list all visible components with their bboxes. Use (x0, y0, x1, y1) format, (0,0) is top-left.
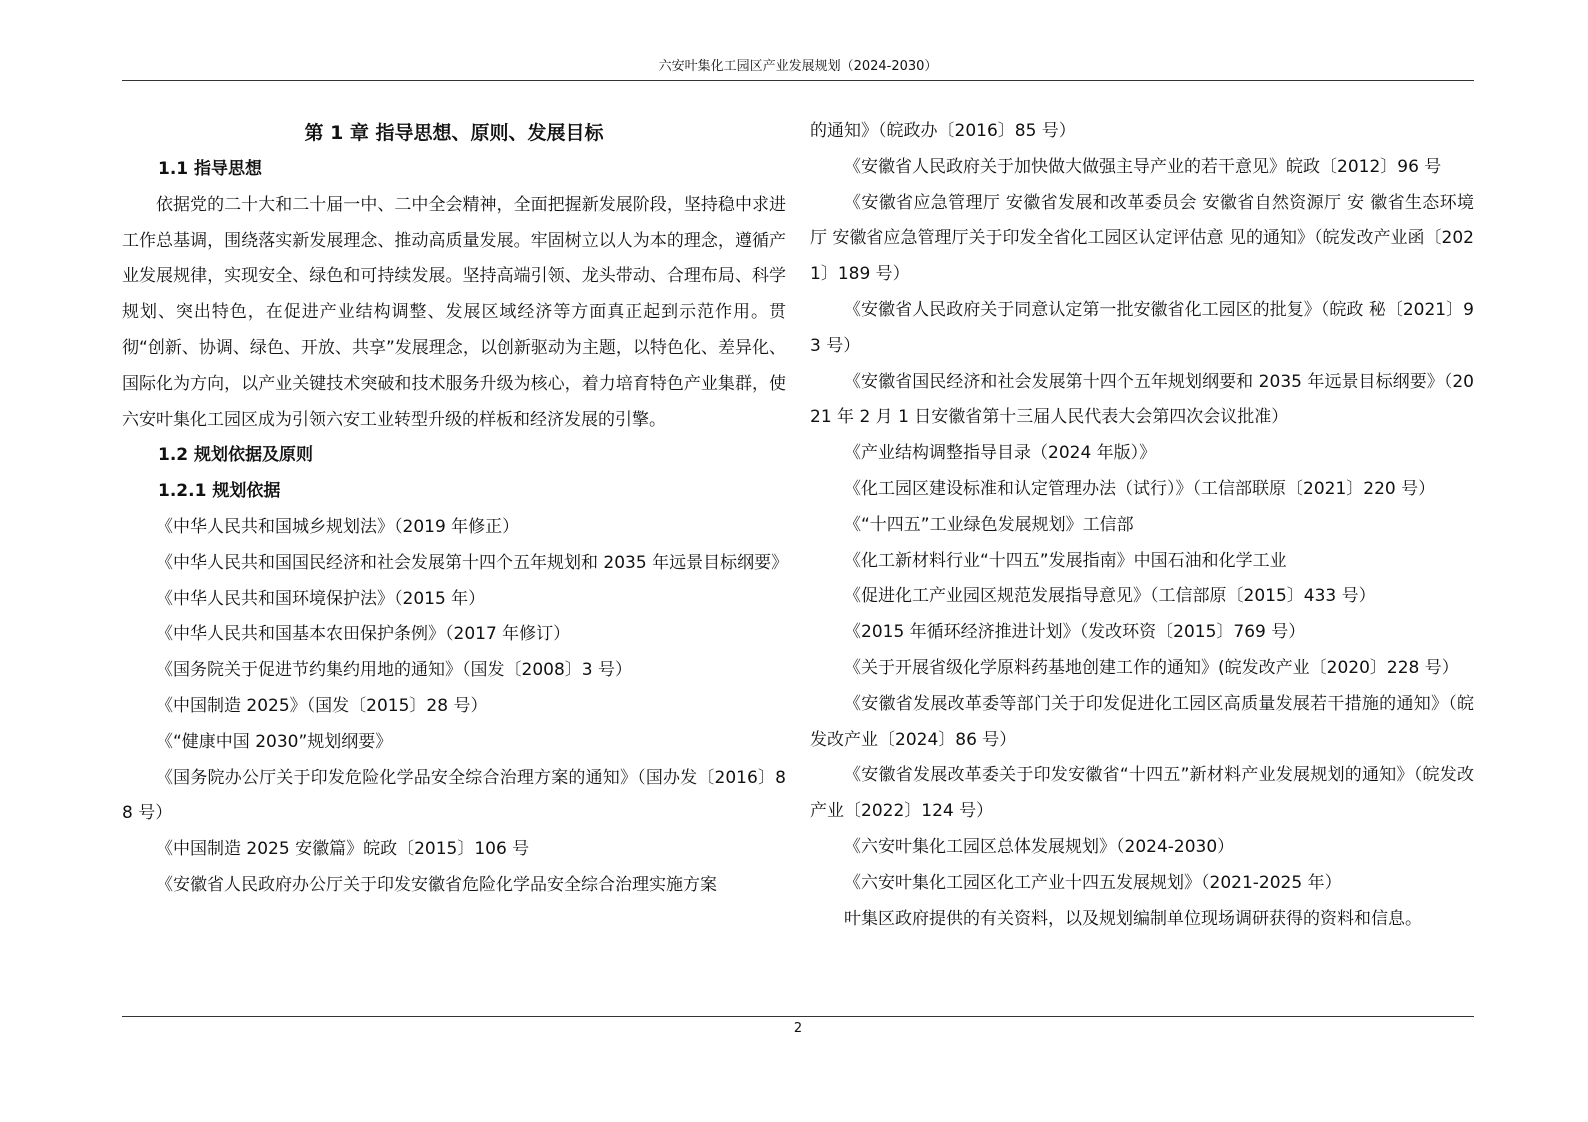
reference-item: 《化工园区建设标准和认定管理办法（试行）》（工信部联原〔2021〕220 号） (844, 478, 1436, 499)
footer-divider (122, 1016, 1474, 1017)
reference-item: 《安徽省人民政府办公厅关于印发安徽省危险化学品安全综合治理实施方案 (156, 874, 717, 895)
reference-item: 《国务院办公厅关于印发危险化学品安全综合治理方案的通知》（国办发〔2016〕88 号） (122, 767, 786, 824)
reference-item: 《中华人民共和国国民经济和社会发展第十四个五年规划和 2035 年远景目标纲要》 (156, 552, 789, 573)
reference-item: 《促进化工产业园区规范发展指导意见》（工信部原〔2015〕433 号） (844, 586, 1376, 607)
data-sources-note: 叶集区政府提供的有关资料，以及规划编制单位现场调研获得的资料和信息。 (844, 908, 1422, 929)
reference-item: 《六安叶集化工园区化工产业十四五发展规划》（2021-2025 年） (844, 872, 1342, 893)
reference-item: 《安徽省人民政府关于同意认定第一批安徽省化工园区的批复》（皖政 秘〔2021〕93 号） (810, 299, 1474, 356)
reference-item: 《产业结构调整指导目录（2024 年版）》 (844, 443, 1157, 464)
reference-item: 《安徽省发展改革委等部门关于印发促进化工园区高质量发展若干措施的通知》（皖发改产业〔2024〕86 号） (810, 693, 1474, 750)
reference-item: 《2015 年循环经济推进计划》（发改环资〔2015〕769 号） (844, 622, 1306, 643)
reference-item-continued: 的通知》（皖政办〔2016〕85 号） (810, 121, 1076, 141)
section-heading-1-1: 1.1 指导思想 (158, 159, 263, 179)
reference-item: 《“十四五”工业绿色发展规划》工信部 (844, 514, 1134, 535)
reference-item: 《“健康中国 2030”规划纲要》 (156, 731, 393, 752)
reference-item: 《安徽省人民政府关于加快做大做强主导产业的若干意见》皖政〔2012〕96 号 (844, 156, 1442, 177)
section-heading-1-2: 1.2 规划依据及原则 (158, 445, 314, 466)
page-number: 2 (793, 1021, 803, 1036)
right-column (810, 114, 1474, 937)
page-header-title: 六安叶集化工园区产业发展规划（2024-2030） (658, 59, 938, 74)
reference-item: 《六安叶集化工园区总体发展规划》（2024-2030） (844, 836, 1235, 857)
reference-item: 《安徽省国民经济和社会发展第十四个五年规划纲要和 2035 年远景目标纲要》（2021 年 2 月 1 日安徽省第十三届人民代表大会第四次会议批准） (810, 371, 1474, 428)
reference-item: 《中华人民共和国环境保护法》（2015 年） (156, 588, 486, 609)
reference-item: 《关于开展省级化学原料药基地创建工作的通知》(皖发改产业〔2020〕228 号） (844, 657, 1459, 678)
reference-item: 《中国制造 2025》（国发〔2015〕28 号） (156, 695, 488, 716)
header-divider (122, 80, 1474, 81)
reference-item: 《国务院关于促进节约集约用地的通知》（国发〔2008〕3 号） (156, 660, 632, 681)
reference-item: 《化工新材料行业“十四五”发展指南》中国石油和化学工业 (844, 550, 1287, 571)
section-heading-1-2-1: 1.2.1 规划依据 (158, 481, 281, 502)
reference-item: 《安徽省应急管理厅 安徽省发展和改革委员会 安徽省自然资源厅 安 徽省生态环境厅 安徽省应急管理厅关于印发全省化工园区认定评估意 见的通知》（皖发改产业函〔2021〕189 号） (810, 192, 1474, 285)
reference-item: 《中华人民共和国城乡规划法》（2019 年修正） (156, 516, 520, 537)
left-column (122, 114, 789, 904)
reference-item: 《中华人民共和国基本农田保护条例》（2017 年修订） (156, 624, 571, 645)
reference-item: 《中国制造 2025 安徽篇》皖政〔2015〕106 号 (156, 839, 530, 860)
guiding-paragraph: 依据党的二十大和二十届一中、二中全会精神，全面把握新发展阶段，坚持稳中求进工作总基调，围绕落实新发展理念、推动高质量发展。牢固树立以人为本的理念，遵循产业发展规律，实现安全、绿色和可持续发展。坚持高端引领、龙头带动、合理布局、科学规划、突出特色，在促进产业结构调整、发展区域经济等方面真正起到示范作用。贯彻“创新、协调、绿色、开放、共享”发展理念，以创新驱动为主题，以特色化、差异化、国际化为方向，以产业关键技术突破和技术服务升级为核心，着力培育特色产业集群，使六安叶集化工园区成为引领六安工业转型升级的样板和经济发展的引擎。 (122, 194, 786, 430)
chapter-title: 第 1 章 指导思想、原则、发展目标 (304, 122, 604, 144)
reference-item: 《安徽省发展改革委关于印发安徽省“十四五”新材料产业发展规划的通知》（皖发改产业〔2022〕124 号） (810, 765, 1474, 822)
